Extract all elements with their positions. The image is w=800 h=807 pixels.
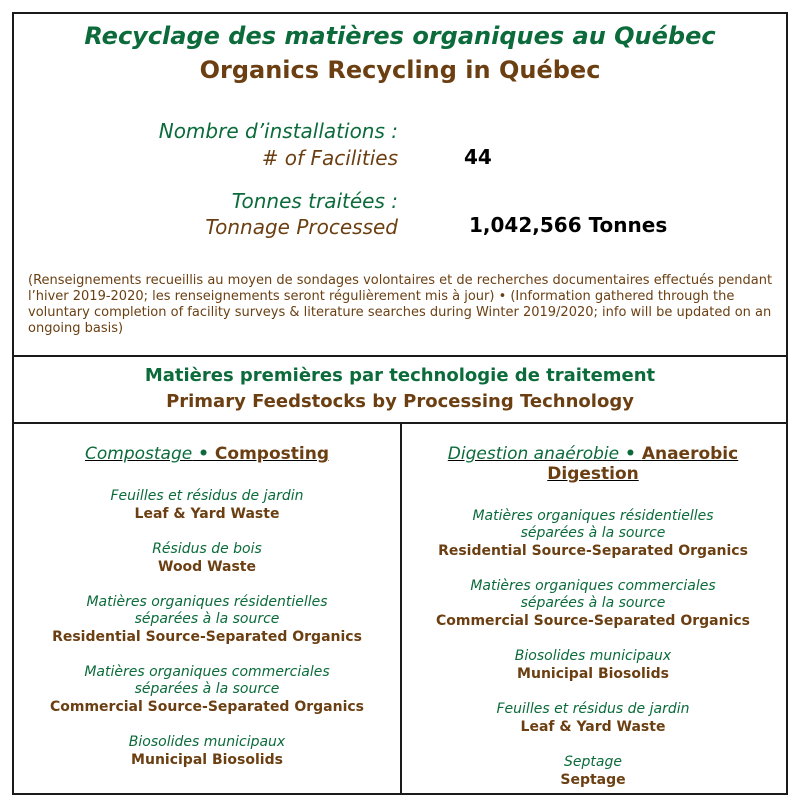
feedstock-french: Matières organiques commerciales séparées à la source: [84, 664, 330, 697]
title-english: Organics Recycling in Québec: [199, 56, 601, 84]
heading-bullet: •: [619, 444, 642, 464]
tonnage-value: 1,042,566 Tonnes: [469, 213, 668, 237]
feedstock-item: [14, 488, 400, 523]
feedstock-english: Municipal Biosolids: [131, 752, 283, 768]
feedstock-french: Feuilles et résidus de jardin: [110, 488, 304, 504]
feedstock-item: [14, 594, 400, 646]
feedstock-english: Wood Waste: [158, 559, 256, 575]
feedstock-english: Residential Source-Separated Organics: [52, 629, 362, 645]
composting-heading-french: Compostage: [85, 444, 193, 464]
feedstock-french: Résidus de bois: [152, 541, 262, 557]
section-title-french: Matières premières par technologie de traitement: [144, 365, 656, 386]
feedstock-english: Municipal Biosolids: [517, 666, 669, 682]
infographic-frame: [12, 12, 788, 795]
facilities-label-french: Nombre d’installations :: [158, 119, 398, 143]
feedstock-item: [400, 578, 786, 630]
title-french: Recyclage des matières organiques au Québec: [84, 22, 716, 50]
feedstock-item: [14, 734, 400, 769]
feedstock-french: Matières organiques résidentielles séparées à la source: [86, 594, 328, 627]
feedstock-item: [14, 664, 400, 716]
feedstock-english: Commercial Source-Separated Organics: [49, 699, 364, 715]
tonnage-label-french: Tonnes traitées :: [231, 189, 398, 213]
feedstock-item: [400, 701, 786, 736]
facilities-value: 44: [464, 145, 492, 169]
feedstock-item: [400, 508, 786, 560]
section-title-english: Primary Feedstocks by Processing Technology: [166, 391, 634, 412]
facilities-label-english: # of Facilities: [261, 146, 398, 170]
feedstock-english: Septage: [560, 772, 626, 788]
divider-top: [14, 355, 786, 357]
anaerobic-heading-french: Digestion anaérobie: [447, 444, 620, 464]
anaerobic-digestion-column: [400, 444, 786, 807]
feedstock-french: Biosolides municipaux: [128, 734, 286, 750]
composting-heading-english: Composting: [214, 444, 329, 464]
tonnage-label-english: Tonnage Processed: [205, 215, 398, 239]
composting-column: [14, 444, 400, 787]
composting-heading: [14, 444, 400, 464]
heading-bullet: •: [192, 444, 215, 464]
feedstock-english: Leaf & Yard Waste: [520, 719, 666, 735]
feedstock-french: Biosolides municipaux: [514, 648, 672, 664]
feedstock-item: [400, 648, 786, 683]
feedstock-french: Septage: [564, 754, 622, 770]
feedstock-french: Matières organiques résidentielles séparées à la source: [472, 508, 714, 541]
anaerobic-heading-english: Anaerobic Digestion: [547, 444, 739, 484]
feedstock-english: Leaf & Yard Waste: [134, 506, 280, 522]
feedstock-french: Matières organiques commerciales séparées à la source: [470, 578, 716, 611]
feedstock-french: Feuilles et résidus de jardin: [496, 701, 690, 717]
feedstock-english: Residential Source-Separated Organics: [438, 543, 748, 559]
anaerobic-digestion-heading: [400, 444, 786, 484]
feedstock-item: [14, 541, 400, 576]
feedstock-english: Commercial Source-Separated Organics: [435, 613, 750, 629]
feedstock-item: [400, 754, 786, 789]
data-source-note: (Renseignements recueillis au moyen de sondages volontaires et de recherches documentaires effectués pendant l’hiver 2019-2020; les renseignements seront régulièrement mis à jour) • (Information gathered through the voluntary completion of facility surveys & literature searches during Winter 2019/2020; info will be updated on an ongoing basis): [28, 273, 773, 336]
